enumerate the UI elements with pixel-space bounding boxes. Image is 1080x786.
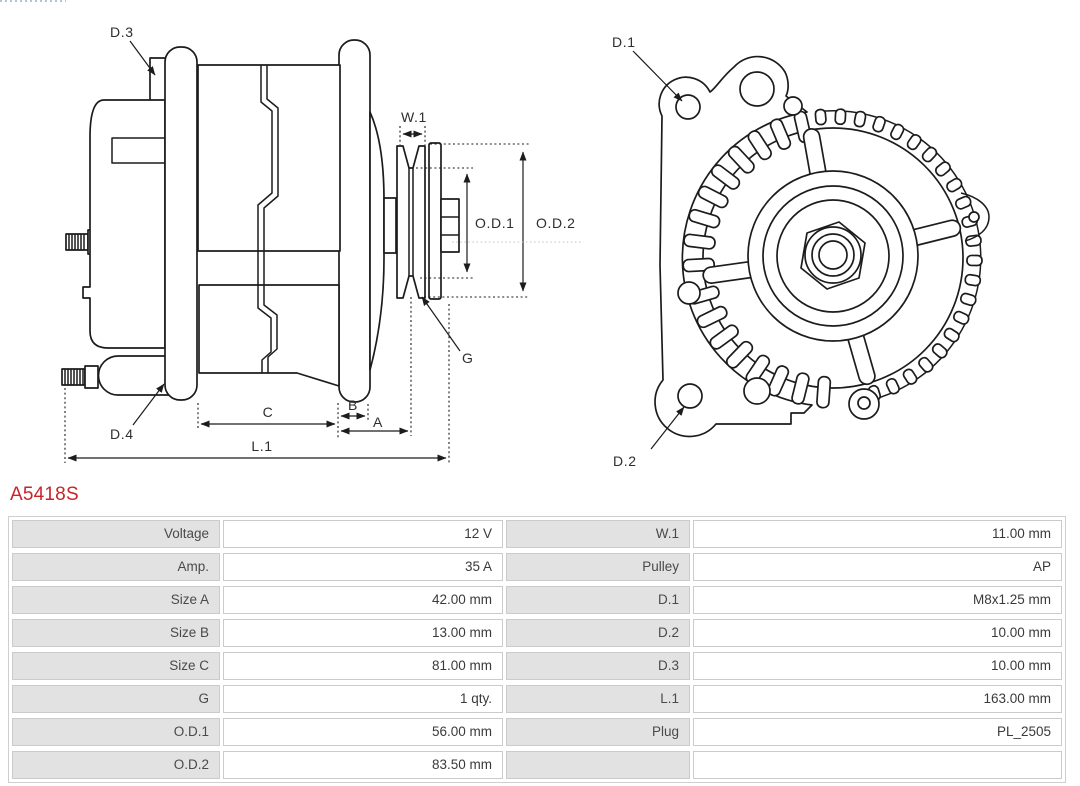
dim-label-c: C — [262, 404, 274, 420]
spec-table — [8, 516, 1066, 783]
mount-hole-d2 — [678, 384, 702, 408]
spec-label-cell: Size C — [12, 652, 220, 680]
spec-value-cell: 12 V — [223, 520, 503, 548]
dim-label-od2: O.D.2 — [536, 215, 576, 231]
dim-label-front-d2: D.2 — [613, 453, 637, 469]
spec-label-cell: O.D.1 — [12, 718, 220, 746]
pulley-side — [397, 143, 459, 299]
spec-label-cell: O.D.2 — [12, 751, 220, 779]
dim-label-a: A — [373, 414, 383, 430]
front-view-drawing — [612, 34, 989, 469]
spec-label-cell — [506, 751, 690, 779]
spec-label-cell: Pulley — [506, 553, 690, 581]
spec-value-cell — [693, 751, 1062, 779]
spec-label-cell: D.1 — [506, 586, 690, 614]
spec-value-cell: 42.00 mm — [223, 586, 503, 614]
spec-label-cell: D.2 — [506, 619, 690, 647]
dim-label-b: B — [348, 397, 358, 413]
spec-value-cell: 163.00 mm — [693, 685, 1062, 713]
part-number: A5418S — [10, 484, 79, 505]
spec-label-cell: Voltage — [12, 520, 220, 548]
terminal-stud-lower — [62, 366, 98, 388]
dim-label-w1: W.1 — [401, 109, 427, 125]
spec-label-cell: L.1 — [506, 685, 690, 713]
dim-label-front-d1: D.1 — [612, 34, 636, 50]
spec-value-cell: 35 A — [223, 553, 503, 581]
spec-value-cell: 56.00 mm — [223, 718, 503, 746]
spec-value-cell: 83.50 mm — [223, 751, 503, 779]
spec-value-cell: AP — [693, 553, 1062, 581]
spec-label-cell: Size A — [12, 586, 220, 614]
spec-label-cell: Amp. — [12, 553, 220, 581]
side-view-drawing — [62, 24, 583, 463]
spec-label-cell: D.3 — [506, 652, 690, 680]
dim-label-d4: D.4 — [110, 426, 134, 442]
spec-value-cell: PL_2505 — [693, 718, 1062, 746]
dim-label-od1: O.D.1 — [475, 215, 515, 231]
dim-label-g: G — [462, 350, 474, 366]
spec-label-cell: Plug — [506, 718, 690, 746]
spec-value-cell: 10.00 mm — [693, 619, 1062, 647]
dim-label-d3: D.3 — [110, 24, 134, 40]
spec-label-cell: G — [12, 685, 220, 713]
spec-value-cell: 11.00 mm — [693, 520, 1062, 548]
spec-value-cell: 10.00 mm — [693, 652, 1062, 680]
spec-value-cell: 81.00 mm — [223, 652, 503, 680]
spec-value-cell: 1 qty. — [223, 685, 503, 713]
dim-label-l1: L.1 — [251, 438, 273, 454]
spec-label-cell: W.1 — [506, 520, 690, 548]
spec-value-cell: M8x1.25 mm — [693, 586, 1062, 614]
spec-value-cell: 13.00 mm — [223, 619, 503, 647]
spec-label-cell: Size B — [12, 619, 220, 647]
